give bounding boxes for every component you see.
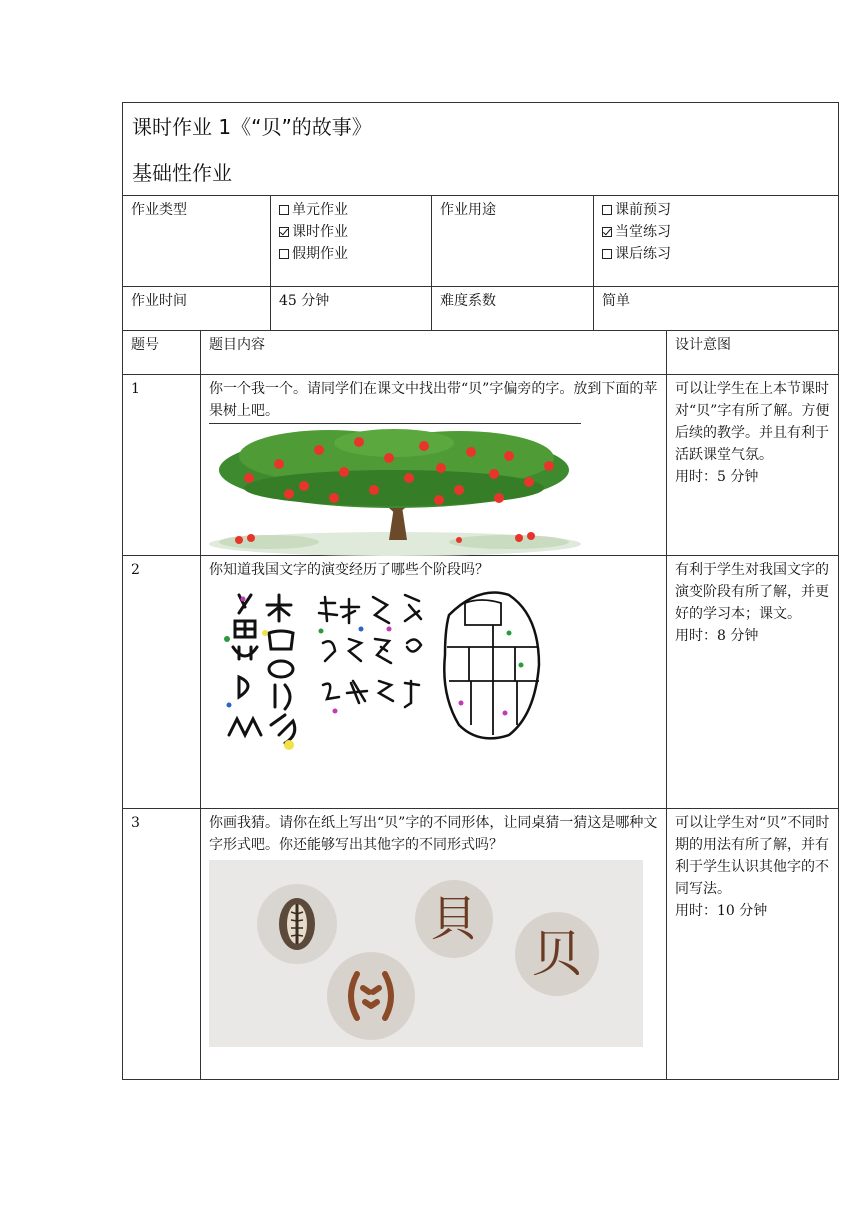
meta-row-type — [123, 196, 838, 287]
table-row — [123, 809, 838, 1079]
question-text: 你知道我国文字的演变经历了哪些个阶段吗？ — [209, 562, 489, 578]
time-label: 作业时间 — [123, 287, 271, 330]
question-text: 你一个我一个。请同学们在课文中找出带“贝”字偏旁的字。放到下面的苹果树上吧。 — [209, 381, 658, 419]
bei-traditional-glyph: 貝 — [429, 891, 478, 947]
header-content: 题目内容 — [201, 331, 667, 374]
checkbox-icon — [602, 249, 612, 259]
homework-table — [122, 102, 839, 1080]
checkbox-icon — [279, 249, 289, 259]
question-number: 1 — [123, 375, 201, 555]
purpose-label: 作业用途 — [432, 196, 594, 286]
checkbox-icon — [279, 205, 289, 215]
type-option-lesson[interactable] — [279, 221, 423, 243]
question-content — [201, 809, 667, 1079]
question-number: 2 — [123, 556, 201, 808]
type-label: 作业类型 — [123, 196, 271, 286]
option-label: 单元作业 — [292, 202, 348, 218]
design-intent — [667, 556, 838, 808]
checkbox-icon — [602, 205, 612, 215]
table-header-row — [123, 331, 838, 375]
purpose-option-preview[interactable] — [602, 199, 830, 221]
difficulty-label: 难度系数 — [432, 287, 594, 330]
type-option-holiday[interactable] — [279, 243, 423, 265]
page-title: 课时作业 1《“贝”的故事》 — [132, 115, 372, 139]
oracle-bei-icon — [327, 952, 415, 1040]
question-number: 3 — [123, 809, 201, 1079]
question-content — [201, 375, 667, 555]
option-label: 课后练习 — [615, 246, 671, 262]
purpose-option-after[interactable] — [602, 243, 830, 265]
checked-checkbox-icon — [602, 227, 612, 237]
intent-text: 可以让学生对“贝”不同时期的用法有所了解，并有利于学生认识其他字的不同写法。 — [675, 815, 830, 897]
question-content — [201, 556, 667, 808]
header-intent: 设计意图 — [675, 337, 731, 353]
purpose-option-practice[interactable] — [602, 221, 830, 243]
purpose-options — [594, 196, 838, 286]
design-intent — [667, 809, 838, 1079]
answer-line — [209, 422, 581, 424]
page-subtitle: 基础性作业 — [132, 161, 232, 185]
difficulty-value: 简单 — [602, 293, 630, 309]
intent-time: 用时：5 分钟 — [675, 469, 759, 485]
bei-evolution-image — [209, 860, 643, 1047]
bei-simplified-glyph: 贝 — [532, 925, 582, 983]
option-label: 当堂练习 — [615, 224, 671, 240]
apple-tree-image — [209, 428, 581, 556]
question-text: 你画我猜。请你在纸上写出“贝”字的不同形体，让同桌猜一猜这是哪种文字形式吧。你还能够写出其他字的不同形式吗？ — [209, 815, 658, 853]
title-block — [123, 103, 838, 196]
header-num: 题号 — [123, 331, 201, 374]
option-label: 课前预习 — [615, 202, 671, 218]
ancient-scripts-image — [209, 585, 549, 765]
intent-text: 可以让学生在上本节课时对“贝”字有所了解。方便后续的教学。并且有利于活跃课堂气氛。 — [675, 381, 830, 463]
intent-text: 有利于学生对我国文字的演变阶段有所了解，并更好的学习本；课文。 — [675, 562, 829, 622]
design-intent — [667, 375, 838, 555]
intent-time: 用时：10 分钟 — [675, 903, 768, 919]
intent-time: 用时：8 分钟 — [675, 628, 759, 644]
homework-document — [122, 102, 839, 1080]
type-option-unit[interactable] — [279, 199, 423, 221]
meta-row-time — [123, 287, 838, 331]
option-label: 假期作业 — [292, 246, 348, 262]
table-row — [123, 556, 838, 809]
type-options — [271, 196, 432, 286]
cowrie-shell-icon — [263, 890, 331, 958]
time-value: 45 分钟 — [271, 287, 432, 330]
checked-checkbox-icon — [279, 227, 289, 237]
table-row — [123, 375, 838, 556]
option-label: 课时作业 — [292, 224, 348, 240]
